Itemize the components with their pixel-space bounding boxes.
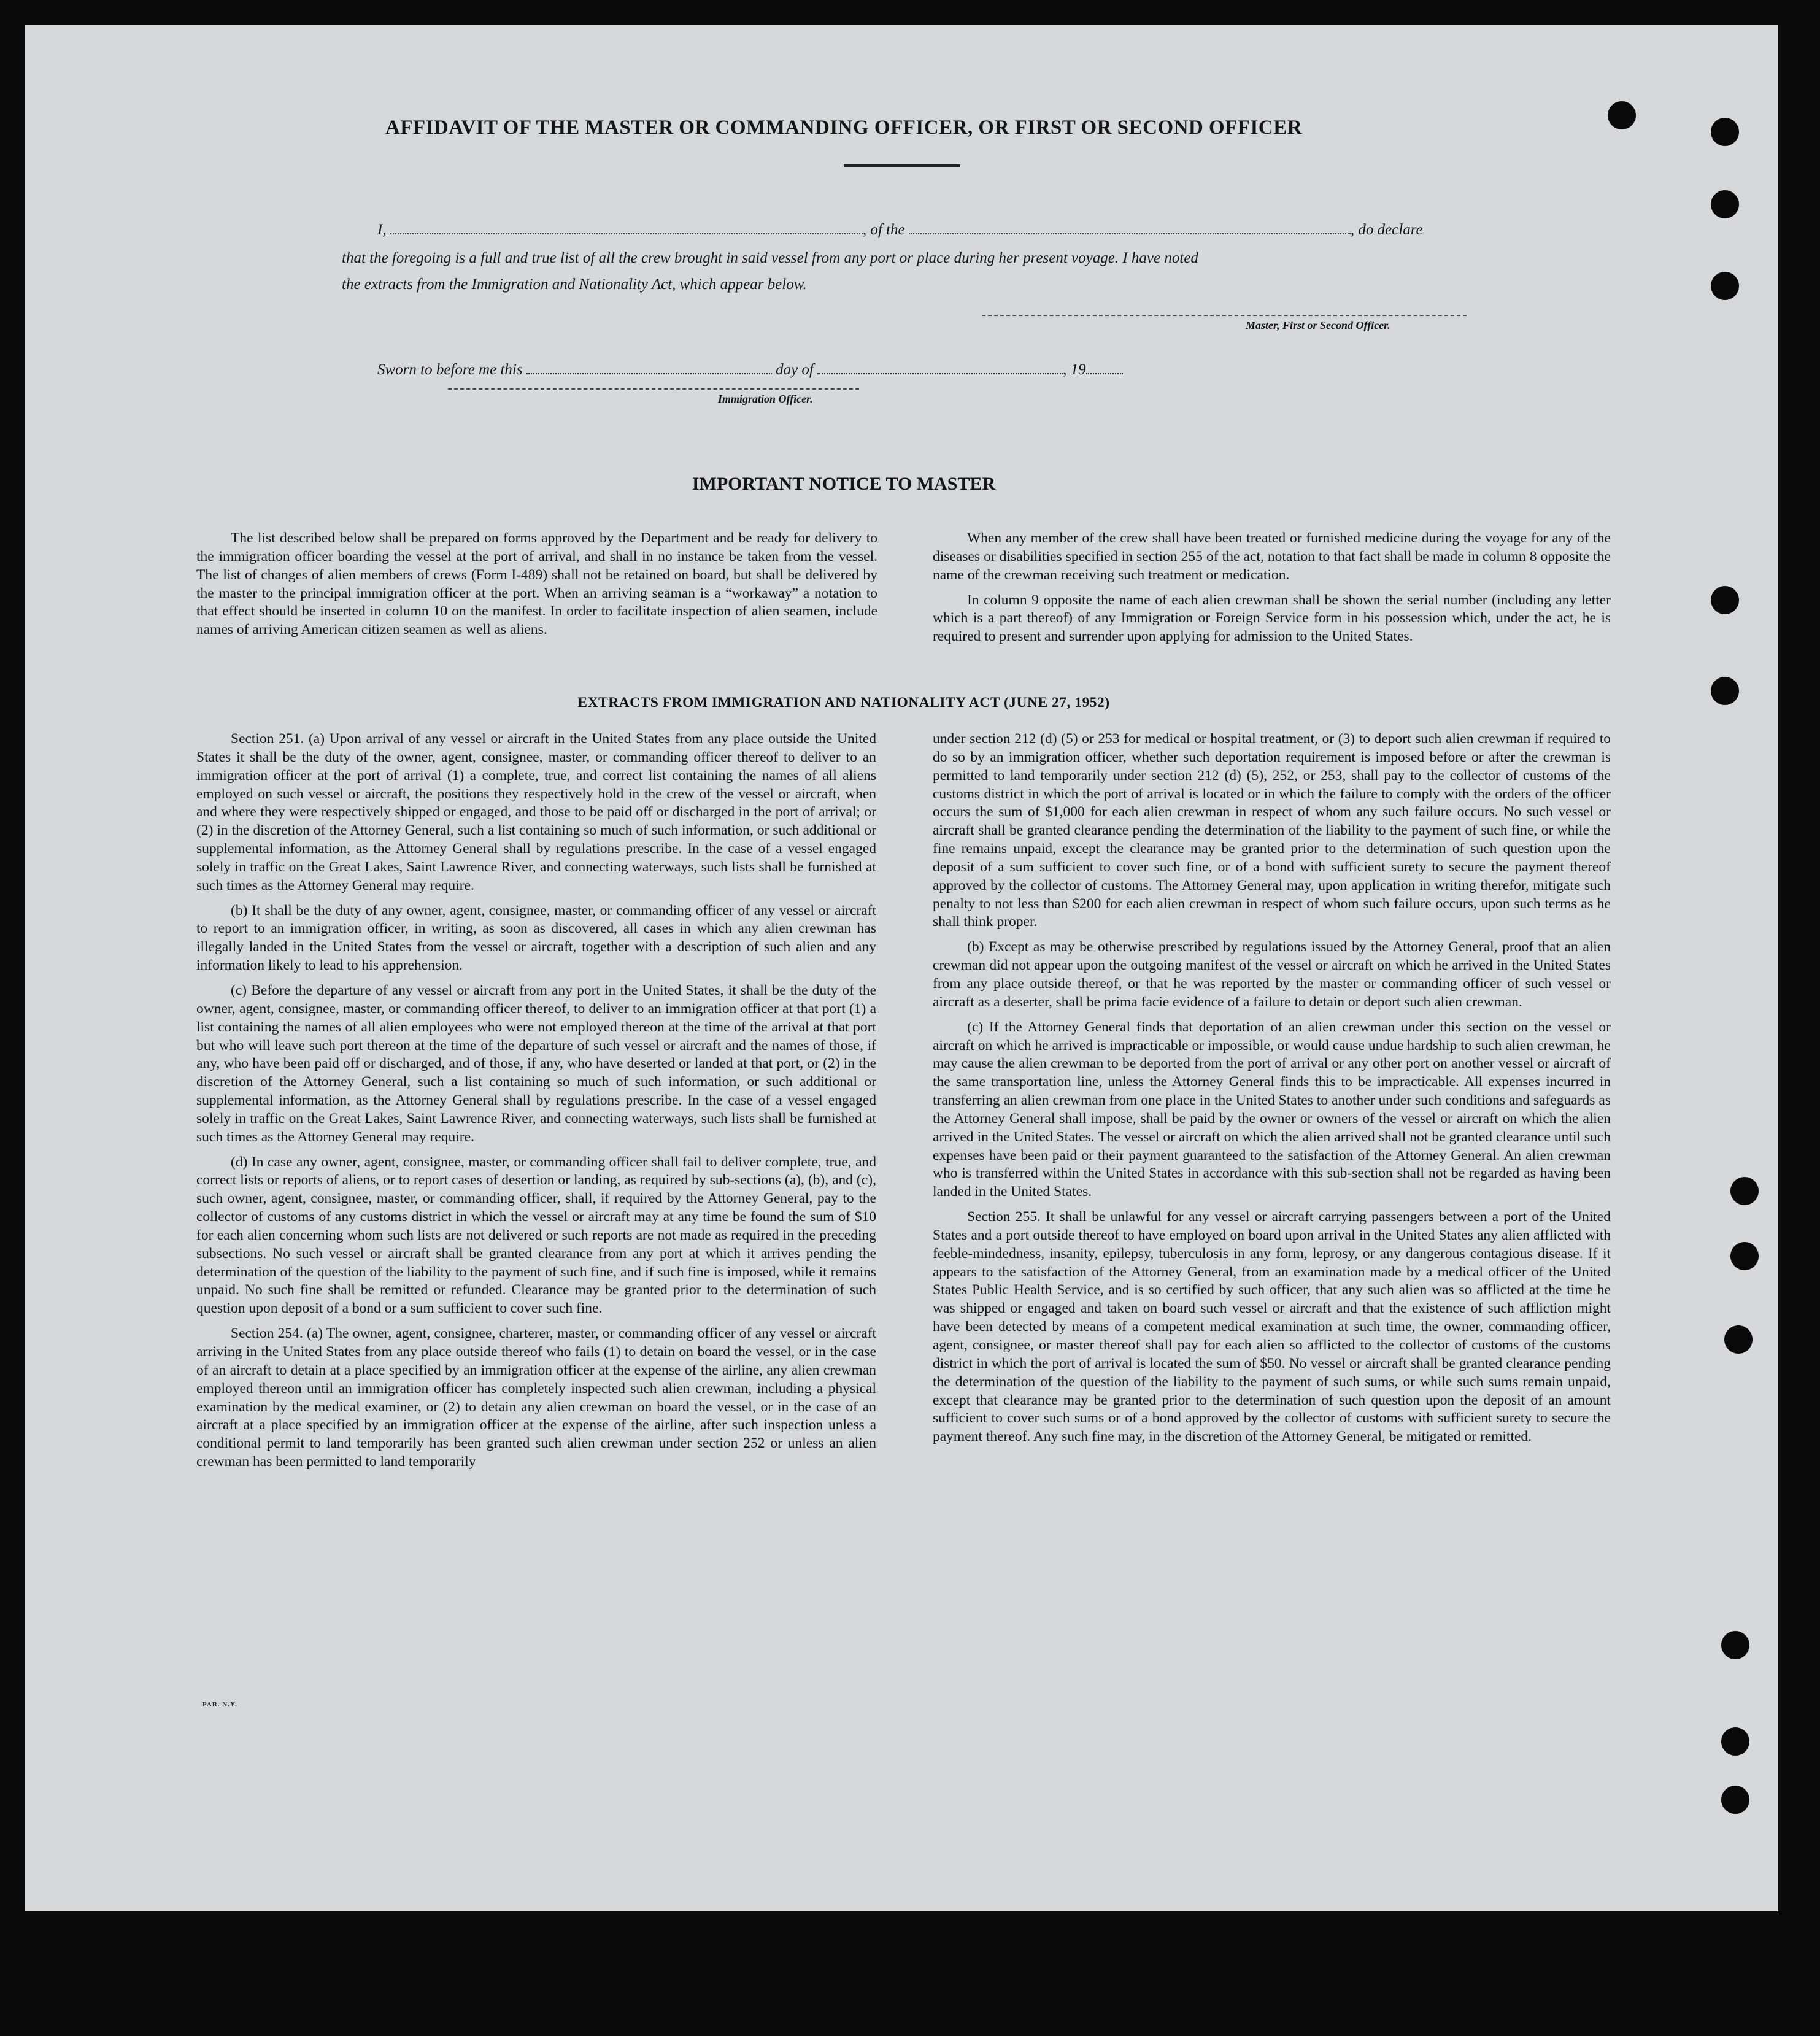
form-page bbox=[25, 25, 1778, 1911]
punch-hole bbox=[1711, 677, 1739, 705]
declaration-line-1 bbox=[377, 221, 1423, 239]
section-255: Section 255. It shall be unlawful for any vessel or aircraft carrying passengers between a port of the United States and a port outside thereof to have employed on board upon arrival in the United States any alien afflicted with feeble-mindedness, insanity, epilepsy, tuberculosis in any form, leprosy, or any dangerous contagious disease. If it appears to the satisfaction of the Attorney General, from an examination made by a medical officer of the United States Public Health Service, and is so certified by such officer, that any such alien was so afflicted at the time he was shipped or engaged and taken on board such vessel or aircraft and that the existence of such affliction might have been detected by means of a competent medical examination at such time, the owner, commanding officer, agent, consignee, or master thereof shall pay for each alien so afflicted to the collector of customs of the customs district in which the port of arrival is located the sum of $50. No vessel or aircraft shall be granted clearance pending the determination of the question of the liability to the payment of such sums, or while such sums remain unpaid, except that clearance may be granted prior to the determination of such question upon the deposit of an amount sufficient to cover such sums or of a bond approved by the collector of customs with sufficient surety to secure the payment thereof. Any such fine may, in the discretion of the Attorney General, be mitigated or remitted. bbox=[933, 1209, 1611, 1445]
printer-mark: PAR. N.Y. bbox=[202, 1701, 237, 1708]
punch-hole bbox=[1721, 1786, 1749, 1814]
section-251-c: (c) Before the departure of any vessel or aircraft from any port in the United States, it shall be the duty of the owner, agent, consignee, master, or commanding officer thereof, to deliver to an immigration officer at that port (1) a list containing the names of all alien employees who were not employed thereon at the time of the arrival at that port but who will leave such port thereon at the time of the departure of such vessel or aircraft and the names of those, if any, who have been paid off or discharged, and of those, if any, who have deserted or landed at that port, or (2) in the discretion of the Attorney General, such a list containing so much of such information, or such additional or supplemental information, as the Attorney General shall by regulations prescribe. In the case of a vessel engaged solely in traffic on the Great Lakes, Saint Lawrence River, and connecting waterways, such lists shall be furnished at such times as the Attorney General may require. bbox=[196, 982, 876, 1145]
sworn-label: Sworn to before me this bbox=[377, 361, 523, 378]
sworn-year-field[interactable] bbox=[1086, 361, 1123, 374]
affidavit-title: AFFIDAVIT OF THE MASTER OR COMMANDING OFFICER, OR FIRST OR SECOND OFFICER bbox=[385, 117, 1303, 139]
declaration-line-2: that the foregoing is a full and true list of all the crew brought in said vessel from any port or place during her present voyage. I have noted bbox=[342, 250, 1198, 266]
punch-hole bbox=[1711, 272, 1739, 300]
year-label: , 19 bbox=[1063, 361, 1086, 378]
punch-hole bbox=[1724, 1325, 1753, 1354]
declaration-line-3: the extracts from the Immigration and Nationality Act, which appear below. bbox=[342, 276, 807, 293]
notice-title: IMPORTANT NOTICE TO MASTER bbox=[692, 474, 996, 494]
notice-left-column bbox=[196, 530, 877, 646]
title-rule bbox=[844, 164, 960, 167]
punch-hole bbox=[1730, 1177, 1759, 1205]
master-signature-caption: Master, First or Second Officer. bbox=[1246, 319, 1390, 331]
section-251-d: (d) In case any owner, agent, consignee, master, or commanding officer shall fail to deliver complete, true, and correct lists or reports of aliens, or to report cases of desertion or landing, as required by sub-sections (a), (b), and (c), such owner, agent, consignee, master, or commanding officer, shall, if required by the Attorney General, pay to the collector of customs of any customs district in which the vessel or aircraft may at any time be found the sum of $10 for each alien concerning whom such lists are not delivered or such reports are not made as required in the preceding subsections. No such vessel or aircraft shall be granted clearance from any port at which it arrives pending the determination of the question of the liability to the payment of such fine, and if such fine is imposed, while it remains unpaid. No such fine shall be remitted or refunded. Clearance may be granted prior to the determination of such question upon deposit of a bond or a sum sufficient to cover such fine. bbox=[196, 1154, 876, 1317]
extracts-left-column bbox=[196, 730, 876, 1478]
sworn-line bbox=[377, 361, 1123, 379]
section-254-a-continued: under section 212 (d) (5) or 253 for medical or hospital treatment, or (3) to deport such alien crewman if required to do so by an immigration officer, whether such deportation requirement is imposed before or after the crewman is permitted to land temporarily under section 212 (d) (5), 252, or 253, shall pay to the collector of customs of the customs district in which the port of arrival is located or in which the failure to comply with the orders of the officer occurs the sum of $1,000 for each alien crewman in respect of whom any such failure occurs. No such vessel or aircraft shall be granted clearance pending the determination of the liability to the payment of such fine, or while the fine remains unpaid, except the clearance may be granted prior to the determination of such question upon the deposit of a sum sufficient to cover such fine, or of a bond with sufficient surety to secure the payment thereof approved by the collector of customs. The Attorney General may, upon application in writing therefor, mitigate such penalty to not less than $200 for each alien crewman in respect of whom such failure occurs, upon such terms as he shall think proper. bbox=[933, 731, 1611, 930]
i-label: I, bbox=[377, 222, 387, 238]
punch-hole bbox=[1711, 190, 1739, 218]
sworn-month-field[interactable] bbox=[817, 361, 1063, 374]
section-254-b: (b) Except as may be otherwise prescribed by regulations issued by the Attorney General, proof that an alien crewman did not appear upon the outgoing manifest of the vessel or aircraft on which he arrived in the United States from any place outside thereof, or that he was reported by the master or commanding officer of such vessel or aircraft as a deserter, shall be prima facie evidence of a failure to detain or deport such alien crewman. bbox=[933, 939, 1611, 1010]
notice-right-paragraph-1: When any member of the crew shall have been treated or furnished medicine during the voyage for any of the diseases or disabilities specified in section 255 of the act, notation to that fact shall be made in column 8 opposite the name of the crewman receiving such treatment or medication. bbox=[933, 530, 1611, 583]
officer-signature-line[interactable] bbox=[448, 388, 859, 390]
punch-hole bbox=[1608, 101, 1636, 129]
notice-left-paragraph: The list described below shall be prepared on forms approved by the Department and be ready for delivery to the immigration officer boarding the vessel at the port of arrival, and shall in no instance be taken from the vessel. The list of changes of alien members of crews (Form I-489) shall not be retained on board, but shall be delivered by the master to the principal immigration officer at the port. When an arriving seaman is a “workaway” a notation to that effect should be inserted in column 10 on the manifest. In order to facilitate inspection of alien seamen, include names of arriving American citizen seamen as well as aliens. bbox=[196, 530, 877, 638]
do-declare-label: , do declare bbox=[1350, 222, 1423, 238]
section-251-b: (b) It shall be the duty of any owner, agent, consignee, master, or commanding officer of any vessel or aircraft to report to an immigration officer, in writing, as soon as discovered, all cases in which any alien crewman has illegally landed in the United States from the vessel or aircraft, together with a description of such alien and any information likely to lead to his apprehension. bbox=[196, 902, 876, 974]
extracts-title: EXTRACTS FROM IMMIGRATION AND NATIONALITY ACT (JUNE 27, 1952) bbox=[577, 695, 1110, 711]
day-of-label: day of bbox=[776, 361, 814, 378]
section-254-a: Section 254. (a) The owner, agent, consignee, charterer, master, or commanding officer of any vessel or aircraft arriving in the United States from any place outside thereof who fails (1) to detain on board the vessel, or in the case of an aircraft to detain at a place specified by an immigration officer at the expense of the airline, any alien crewman employed thereon until an immigration officer has completely inspected such alien crewman, including a physical examination by the medical examiner, or (2) to detain any alien crewman on board the vessel, or in the case of an aircraft at a place specified by an immigration officer at the expense of the airline, after such inspection unless a conditional permit to land temporarily has been granted such alien crewman under section 252 or unless an alien crewman has been permitted to land temporarily bbox=[196, 1325, 876, 1470]
section-254-c: (c) If the Attorney General finds that deportation of an alien crewman under this section on the vessel or aircraft on which he arrived is impracticable or impossible, or would cause undue hardship to such alien crewman, he may cause the alien crewman to be deported from the port of arrival or any other port on another vessel or aircraft of the same transportation line, unless the Attorney General finds this to be impracticable. All expenses incurred in transferring an alien crewman from one place in the United States to another under such conditions and safeguards as the Attorney General shall impose, shall be paid by the owner or owners of the vessel or aircraft on which the alien arrived in the United States. The vessel or aircraft on which the alien arrived shall not be granted clearance until such expenses have been paid or their payment guaranteed to the satisfaction of the Attorney General. An alien crewman who is transferred within the United States in accordance with this sub-section shall not be regarded as having been landed in the United States. bbox=[933, 1019, 1611, 1200]
punch-hole bbox=[1721, 1727, 1749, 1756]
notice-right-paragraph-2: In column 9 opposite the name of each alien crewman shall be shown the serial number (including any letter which is a part thereof) of any Immigration or Foreign Service form in his possession which, under the act, he is required to present and surrender upon applying for admission to the United States. bbox=[933, 592, 1611, 645]
of-the-label: , of the bbox=[862, 222, 905, 238]
notice-right-column bbox=[933, 530, 1611, 653]
punch-hole bbox=[1711, 586, 1739, 614]
punch-hole bbox=[1721, 1631, 1749, 1659]
extracts-right-column bbox=[933, 730, 1611, 1453]
sworn-day-field[interactable] bbox=[526, 361, 772, 374]
officer-signature-caption: Immigration Officer. bbox=[718, 393, 813, 405]
master-signature-line[interactable] bbox=[982, 315, 1467, 316]
name-field[interactable] bbox=[390, 221, 863, 234]
vessel-field[interactable] bbox=[909, 221, 1351, 234]
section-251-a: Section 251. (a) Upon arrival of any vessel or aircraft in the United States from any place outside the United States it shall be the duty of the owner, agent, consignee, master, or commanding officer thereof to deliver to an immigration officer at the port of arrival (1) a complete, true, and correct list containing the names of all aliens employed on such vessel or aircraft, the positions they respectively hold in the crew of the vessel or aircraft, when and where they were respectively shipped or engaged, and those to be paid off or discharged in the port of arrival; or (2) in the discretion of the Attorney General, such a list containing so much of such information, or such additional or supplemental information, as the Attorney General shall by regulations prescribe. In the case of a vessel engaged solely in traffic on the Great Lakes, Saint Lawrence River, and connecting waterways, such lists shall be furnished at such times as the Attorney General may require. bbox=[196, 731, 876, 893]
punch-hole bbox=[1711, 118, 1739, 146]
punch-hole bbox=[1730, 1242, 1759, 1270]
